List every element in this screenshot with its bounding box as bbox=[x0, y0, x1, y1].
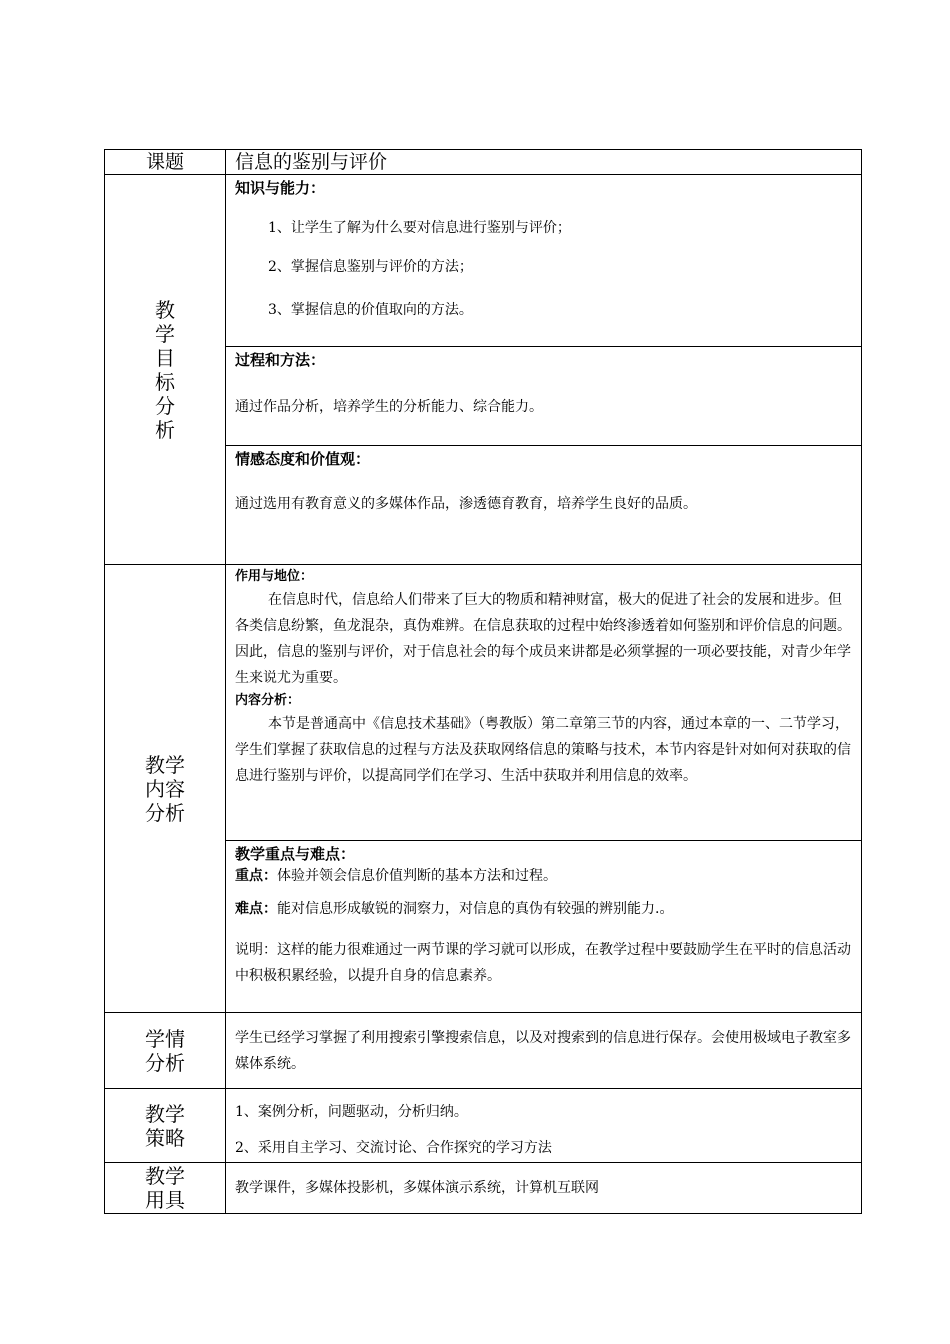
strategy-item: 2、采用自主学习、交流讨论、合作探究的学习方法 bbox=[235, 1140, 552, 1156]
lesson-plan-table bbox=[104, 149, 862, 1214]
knowledge-item: 2、掌握信息鉴别与评价的方法； bbox=[268, 259, 473, 275]
students-label-line: 学情 bbox=[145, 1026, 185, 1051]
tools-label-line: 用具 bbox=[145, 1188, 185, 1212]
students-text: 学生已经学习掌握了利用搜索引擎搜索信息，以及对搜索到的信息进行保存。会使用极域电子教室多媒体系统。 bbox=[235, 1030, 851, 1072]
students-cell bbox=[226, 1013, 862, 1089]
objectives-label-char: 教 bbox=[155, 297, 175, 322]
key-text: 体验并领会信息价值判断的基本方法和过程。 bbox=[277, 868, 557, 884]
process-cell bbox=[226, 347, 862, 446]
tools-cell bbox=[226, 1163, 862, 1214]
objectives-label-char: 学 bbox=[155, 321, 175, 346]
objectives-label-char: 析 bbox=[155, 417, 175, 442]
emotion-heading: 情感态度和价值观： bbox=[235, 450, 371, 468]
content-label-line: 教学 bbox=[145, 752, 185, 777]
knowledge-heading: 知识与能力： bbox=[235, 179, 326, 197]
strategy-cell bbox=[226, 1089, 862, 1163]
difficulty-label: 难点： bbox=[235, 901, 277, 917]
tools-label bbox=[105, 1163, 226, 1214]
strategy-row bbox=[105, 1089, 862, 1163]
content-label-line: 内容 bbox=[145, 776, 185, 801]
tools-label-line: 教学 bbox=[145, 1164, 185, 1188]
tools-text: 教学课件，多媒体投影机，多媒体演示系统，计算机互联网 bbox=[235, 1180, 599, 1196]
emotion-cell bbox=[226, 446, 862, 565]
strategy-label bbox=[105, 1089, 226, 1163]
students-label-line: 分析 bbox=[145, 1050, 185, 1075]
key-point bbox=[235, 865, 851, 887]
content-analysis-cell bbox=[226, 565, 862, 841]
emotion-text: 通过选用有教育意义的多媒体作品，渗透德育教育，培养学生良好的品质。 bbox=[235, 496, 697, 512]
role-text: 在信息时代，信息给人们带来了巨大的物质和精神财富，极大的促进了社会的发展和进步。但各类信息纷繁，鱼龙混杂，真伪难辨。在信息获取的过程中始终渗透着如何鉴别和评价信息的问题。因此，信息的鉴别与评价，对于信息社会的每个成员来讲都是必须掌握的一项必要技能，对青少年学生来说尤为重要。 bbox=[235, 592, 851, 686]
knowledge-item: 3、掌握信息的价值取向的方法。 bbox=[268, 302, 473, 318]
strategy-label-line: 教学 bbox=[145, 1101, 185, 1126]
topic-label: 课题 bbox=[105, 150, 226, 175]
students-row bbox=[105, 1013, 862, 1089]
strategy-label-line: 策略 bbox=[145, 1125, 185, 1150]
knowledge-cell bbox=[226, 175, 862, 347]
difficulty-point bbox=[235, 898, 851, 920]
objectives-label-char: 目 bbox=[155, 345, 175, 370]
note-text: 说明：这样的能力很难通过一两节课的学习就可以形成，在教学过程中要鼓励学生在平时的信息活动中积极积累经验，以提升自身的信息素养。 bbox=[235, 942, 851, 984]
key-label: 重点： bbox=[235, 868, 277, 884]
analysis-text: 本节是普通高中《信息技术基础》（粤教版）第二章第三节的内容，通过本章的一、二节学习，学生们掌握了获取信息的过程与方法及获取网络信息的策略与技术，本节内容是针对如何对获取的信息进行鉴别与评价，以提高同学们在学习、生活中获取并利用信息的效率。 bbox=[235, 716, 851, 784]
process-text: 通过作品分析，培养学生的分析能力、综合能力。 bbox=[235, 399, 543, 415]
content-label bbox=[105, 565, 226, 1013]
objectives-label-char: 标 bbox=[155, 369, 175, 394]
strategy-item: 1、案例分析，问题驱动，分析归纳。 bbox=[235, 1104, 468, 1120]
tools-row bbox=[105, 1163, 862, 1214]
role-heading: 作用与地位： bbox=[235, 569, 314, 584]
objectives-label-char: 分 bbox=[155, 393, 175, 418]
content-label-line: 分析 bbox=[145, 800, 185, 825]
process-heading: 过程和方法： bbox=[235, 351, 326, 369]
key-points-cell bbox=[226, 841, 862, 1013]
objectives-label bbox=[105, 175, 226, 565]
students-label bbox=[105, 1013, 226, 1089]
content-analysis-row bbox=[105, 565, 862, 841]
analysis-heading: 内容分析： bbox=[235, 693, 301, 708]
topic-row bbox=[105, 150, 862, 175]
key-heading: 教学重点与难点： bbox=[235, 845, 356, 863]
knowledge-item: 1、让学生了解为什么要对信息进行鉴别与评价； bbox=[268, 220, 571, 236]
difficulty-text: 能对信息形成敏锐的洞察力，对信息的真伪有较强的辨别能力.。 bbox=[277, 901, 674, 917]
topic-title: 信息的鉴别与评价 bbox=[226, 150, 862, 175]
objectives-knowledge-row bbox=[105, 175, 862, 347]
